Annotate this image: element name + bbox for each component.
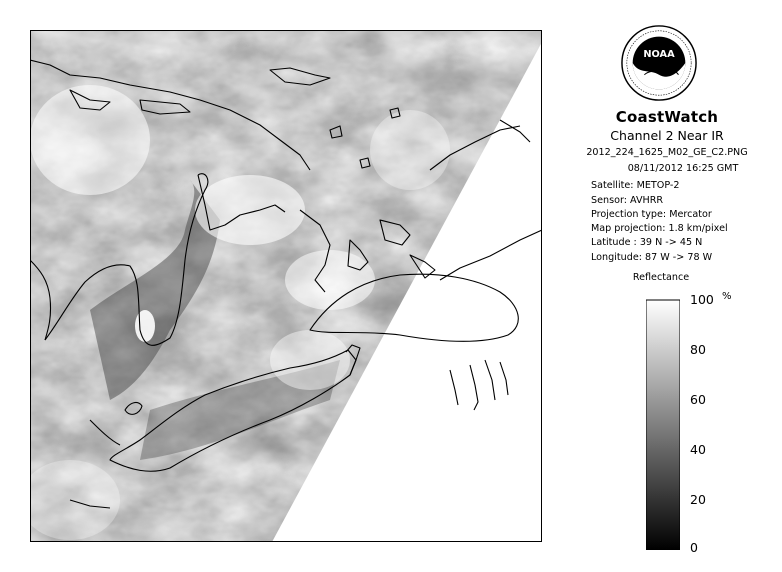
product-title: CoastWatch xyxy=(615,108,719,126)
sensor-label: Sensor: AVHRR xyxy=(591,195,664,206)
unit-label: % xyxy=(722,291,732,302)
satellite-image xyxy=(30,30,542,542)
noaa-logo xyxy=(620,24,698,102)
logo-text: NOAA xyxy=(643,49,675,61)
reflectance-colorbar xyxy=(646,296,680,550)
channel-name: Channel 2 Near IR xyxy=(610,128,724,143)
tick-label: 100 xyxy=(690,292,714,307)
longitude-range: Longitude: 87 W -> 78 W xyxy=(591,252,713,263)
date-time: 08/11/2012 16:25 GMT xyxy=(627,163,739,174)
tick-label: 60 xyxy=(690,392,706,407)
scale-title: Reflectance xyxy=(632,272,690,283)
map-projection: Map projection: 1.8 km/pixel xyxy=(591,223,728,234)
latitude-range: Latitude : 39 N -> 45 N xyxy=(591,237,703,248)
projection-type: Projection type: Mercator xyxy=(591,209,712,220)
tick-label: 20 xyxy=(690,492,706,507)
file-name: 2012_224_1625_M02_GE_C2.PNG xyxy=(586,147,748,158)
tick-label: 80 xyxy=(690,342,706,357)
tick-label: 40 xyxy=(690,442,706,457)
tick-label: 0 xyxy=(690,540,698,555)
satellite-label: Satellite: METOP-2 xyxy=(591,180,680,191)
